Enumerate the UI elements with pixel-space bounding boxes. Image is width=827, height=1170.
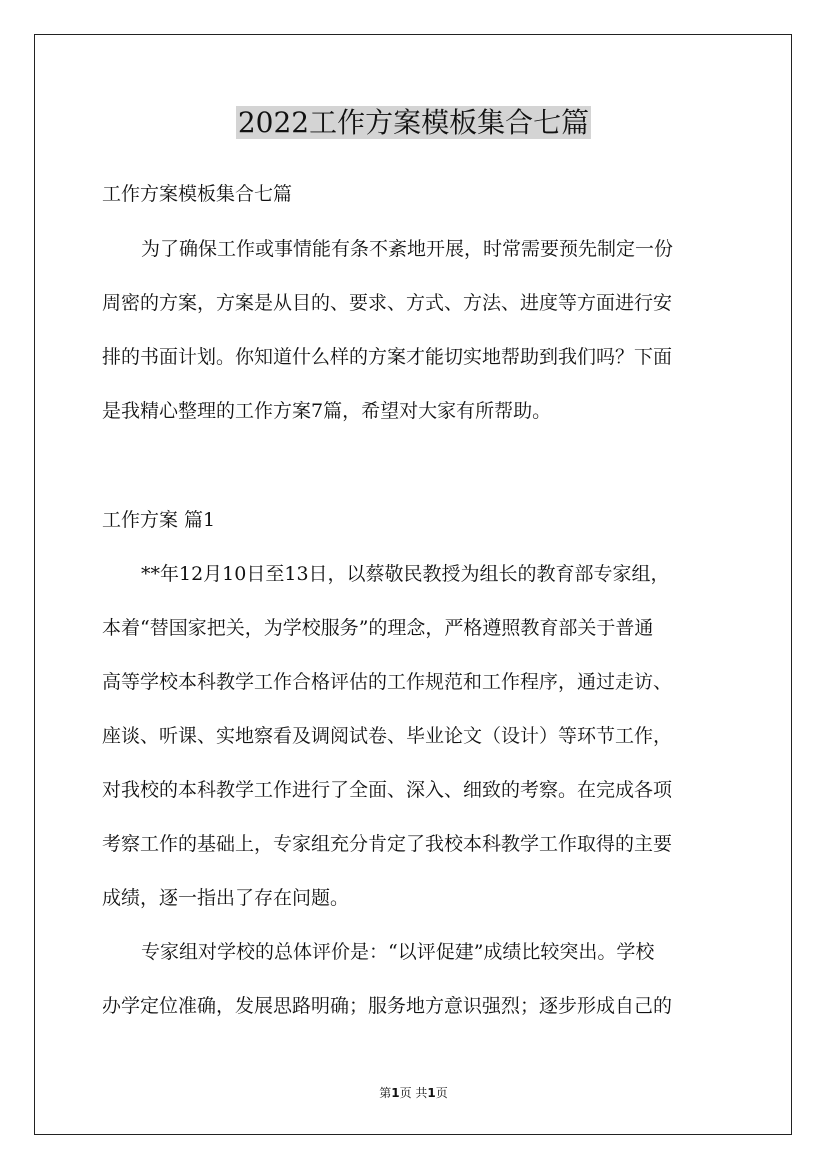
document-title: [0, 103, 827, 143]
footer-total-pages: 1: [427, 1086, 436, 1100]
section-heading: 工作方案 篇1: [102, 509, 216, 531]
section2-line-1: 专家组对学校的总体评价是：“以评促建”成绩比较突出。学校: [141, 941, 655, 963]
page-footer: [0, 1084, 827, 1102]
footer-current-page: 1: [391, 1086, 400, 1100]
intro-line-3: 排的书面计划。你知道什么样的方案才能切实地帮助到我们吗？下面: [102, 346, 673, 368]
intro-line-2: 周密的方案，方案是从目的、要求、方式、方法、进度等方面进行安: [102, 292, 673, 314]
intro-line-1: 为了确保工作或事情能有条不紊地开展，时常需要预先制定一份: [141, 238, 674, 260]
section1-line-4: 座谈、听课、实地察看及调阅试卷、毕业论文（设计）等环节工作，: [102, 725, 673, 747]
footer-prefix: 第: [379, 1086, 392, 1100]
footer-suffix: 页: [435, 1086, 448, 1100]
footer-mid: 页 共: [399, 1086, 428, 1100]
section1-line-1: **年12月10日至13日，以蔡敬民教授为组长的教育部专家组，: [141, 563, 670, 585]
section1-line-2: 本着“替国家把关，为学校服务”的理念，严格遵照教育部关于普通: [102, 617, 654, 639]
section1-line-3: 高等学校本科教学工作合格评估的工作规范和工作程序，通过走访、: [102, 671, 673, 693]
section1-line-7: 成绩，逐一指出了存在问题。: [102, 887, 350, 909]
document-title-text: 2022工作方案模板集合七篇: [237, 106, 590, 139]
document-subtitle: 工作方案模板集合七篇: [102, 183, 293, 205]
section1-line-6: 考察工作的基础上，专家组充分肯定了我校本科教学工作取得的主要: [102, 833, 673, 855]
section1-line-5: 对我校的本科教学工作进行了全面、深入、细致的考察。在完成各项: [102, 779, 673, 801]
intro-line-4: 是我精心整理的工作方案7篇，希望对大家有所帮助。: [102, 400, 552, 422]
section2-line-2: 办学定位准确，发展思路明确；服务地方意识强烈；逐步形成自己的: [102, 995, 673, 1017]
